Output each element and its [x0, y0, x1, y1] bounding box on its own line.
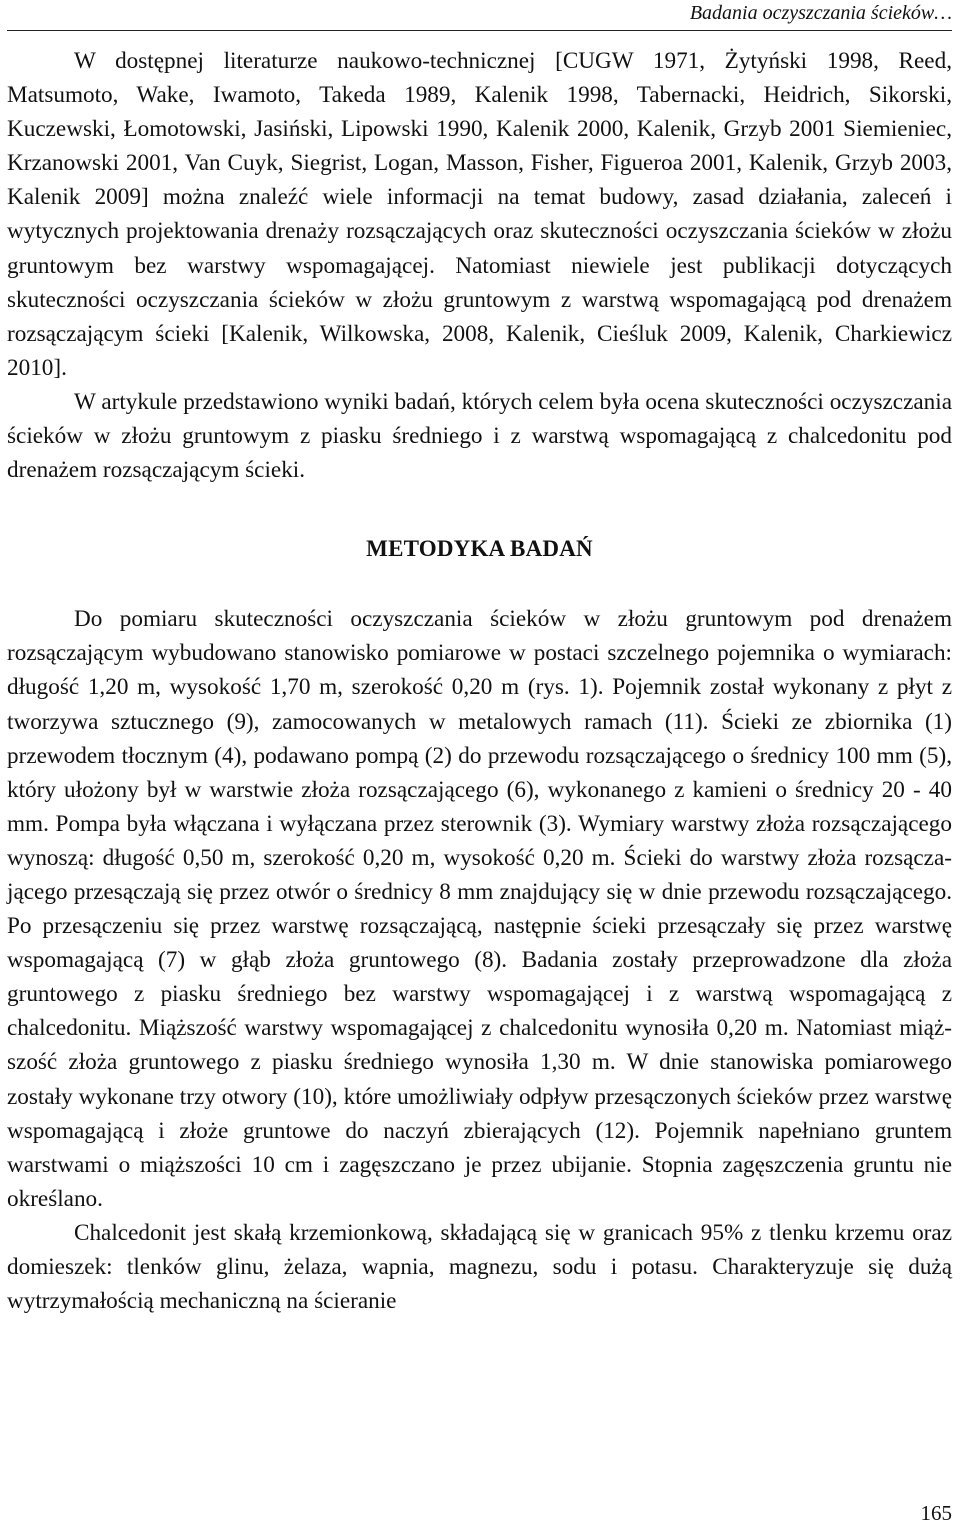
intro-paragraph-1: W dostępnej literaturze naukowo-technicznej [CUGW 1971, Żytyński 1998, Reed, Matsumoto, Wake, Iwamoto, Takeda 1989, Kalenik 1998, Tabernacki, Heidrich, Sikorski, Kuczewski, Łomotowski, Jasiński, Lipowski 1990, Kalenik 2000, Kalenik, Grzyb 2001 Siemieniec, Krzanowski 2001, Van Cuyk, Siegrist, Logan, Masson, Fisher, Figueroa 2001, Kalenik, Grzyb 2003, Kalenik 2009] można znaleźć wiele informacji na temat budowy, zasad działania, zaleceń i wytycznych projektowania drenaży rozsączających oraz skuteczności oczyszczania ścieków w złożu gruntowym bez warstwy wspomagającej. Natomiast niewiele jest publikacji dotyczących skuteczności oczyszczania ścieków w złożu gruntowym z warstwą wspomagającą pod drenażem rozsączającym ścieki [Kalenik, Wilkowska, 2008, Kalenik, Cieśluk 2009, Kalenik, Charkiewicz 2010].: [7, 48, 952, 381]
article-body: [7, 44, 952, 1318]
running-title: Badania oczyszczania ścieków…: [689, 2, 952, 24]
methods-paragraph-1: Do pomiaru skuteczności oczyszczania ścieków w złożu gruntowym pod drenażem rozsączającym wybudowano stanowisko pomiarowe w postaci szczelnego pojemnika o wymiarach: długość 1,20 m, wysokość 1,70 m, szerokość 0,20 m (rys. 1). Pojemnik został wykonany z płyt z tworzywa sztucznego (9), zamocowanych w metalowych ramach (11). Ścieki ze zbiornika (1) przewodem tłocznym (4), podawano pompą (2) do przewodu rozsączającego o średnicy 100 mm (5), który ułożony był w warstwie złoża rozsączającego (6), wykonanego z kamieni o średnicy 20 - 40 mm. Pompa była włączana i wyłączana przez sterownik (3). Wymiary warstwy złoża rozsączającego wynoszą: długość 0,50 m, szerokość 0,20 m, wysokość 0,20 m. Ścieki do warstwy złoża rozsączającego przesączają się przez otwór o średnicy 8 mm znajdujący się w dnie przewodu rozsączającego. Po przesączeniu się przez warstwę rozsączającą, następnie ścieki przesączały się przez warstwę wspomagającą (7) w głąb złoża gruntowego (8). Badania zostały przeprowadzone dla złoża gruntowego z piasku średniego bez warstwy wspomagającej i z warstwą wspomagającą z chalcedonitu. Miąższość warstwy wspomagającej z chalcedonitu wynosiła 0,20 m. Natomiast miąższość złoża gruntowego z piasku średniego wynosiła 1,30 m. W dnie stanowiska pomiarowego zostały wykonane trzy otwory (10), które umożliwiały odpływ przesączonych ścieków przez warstwę wspomagającą i złoże gruntowe do naczyń zbierających (12). Pojemnik napełniano gruntem warstwami o miąższości 10 cm i zagęszczano je przez ubijanie. Stopnia zagęszczenia gruntu nie określano.: [7, 606, 952, 1212]
methods-paragraph-2: Chalcedonit jest skałą krzemionkową, składającą się w granicach 95% z tlenku krzemu oraz domieszek: tlenków glinu, żelaza, wapnia, magnezu, sodu i potasu. Charakteryzuje się dużą wytrzymałością mechaniczną na ścieranie: [7, 1219, 952, 1315]
running-header: [7, 0, 952, 31]
section-heading-methods: METODYKA BADAŃ: [366, 536, 593, 562]
intro-paragraph-2: W artykule przedstawiono wyniki badań, których celem była ocena skuteczności oczyszczania ścieków w złożu gruntowym z piasku średniego i z warstwą wspomagającą z chalcedonitu pod drenażem rozsączającym ścieki.: [7, 388, 952, 484]
page-number: 165: [920, 1501, 952, 1525]
